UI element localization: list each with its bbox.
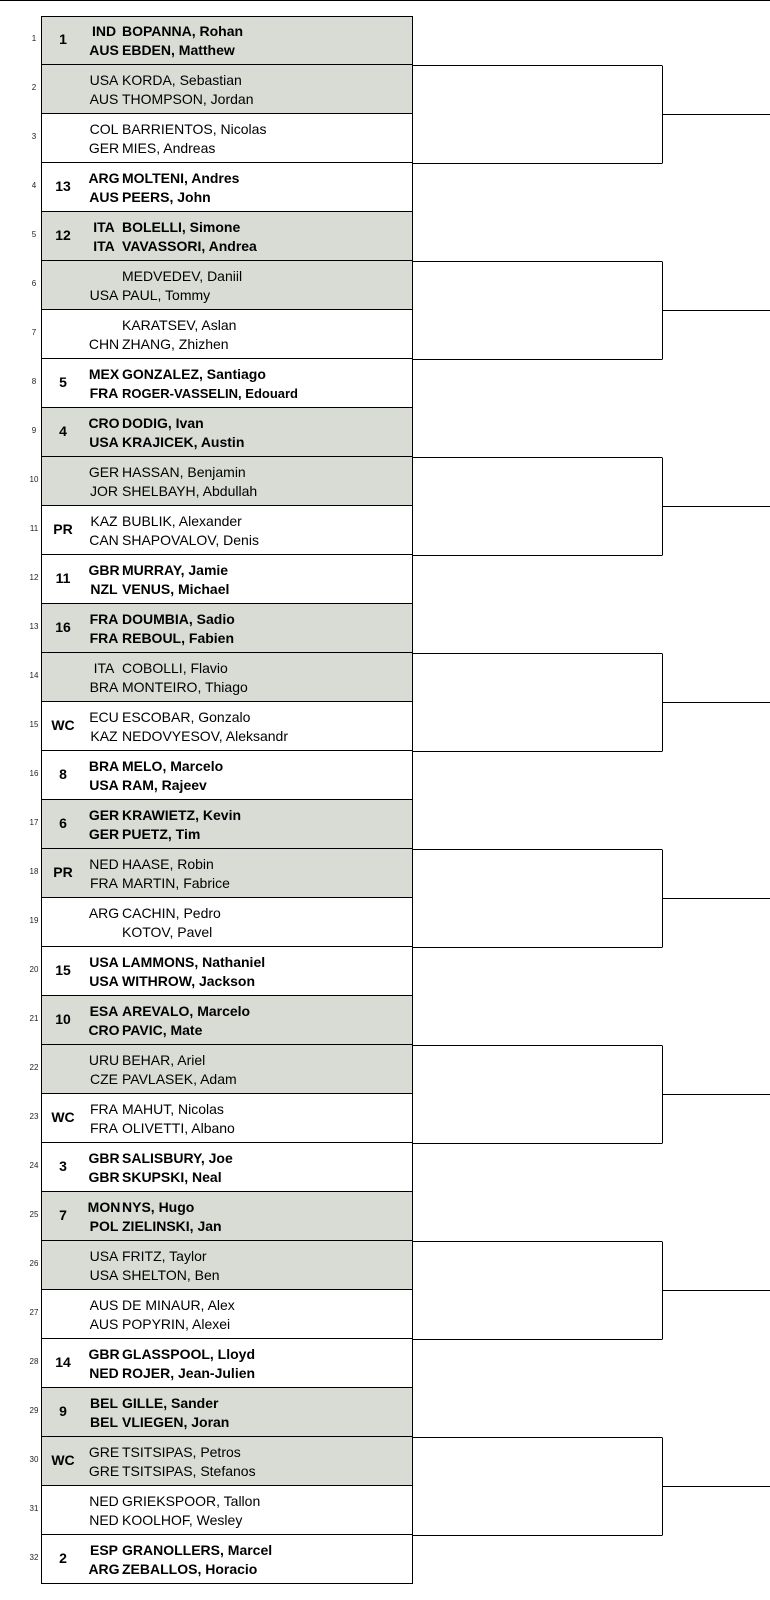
- player-name: KOTOV, Pavel: [122, 924, 213, 940]
- team-player: [86, 1462, 412, 1481]
- player-country: GER: [88, 140, 120, 156]
- player-country: GRE: [88, 1463, 120, 1479]
- draw-position-number: 22: [29, 1063, 39, 1072]
- seed-label: 16: [55, 619, 71, 635]
- player-country: GER: [88, 826, 120, 842]
- player-country: USA: [89, 1248, 119, 1264]
- draw-list: [0, 16, 412, 1584]
- team-player: [86, 71, 412, 90]
- team-player: [86, 561, 412, 580]
- seed-label: 2: [59, 1550, 67, 1566]
- draw-slot: [0, 947, 412, 996]
- team-player: [86, 512, 412, 531]
- draw-top-border: [41, 16, 412, 17]
- player-country: ESP: [89, 1542, 118, 1558]
- draw-position-number: 19: [29, 916, 39, 925]
- draw-position-number: 7: [31, 328, 37, 337]
- team-player: [86, 1002, 412, 1021]
- draw-position-number: 9: [31, 426, 37, 435]
- team-player: [86, 1198, 412, 1217]
- player-country: ARG: [88, 170, 120, 186]
- draw-slot: [0, 898, 412, 947]
- player-country: FRA: [89, 385, 119, 401]
- team-player: [86, 580, 412, 599]
- player-name: KOOLHOF, Wesley: [122, 1512, 243, 1528]
- draw-slot: [0, 163, 412, 212]
- player-country: FRA: [89, 630, 119, 646]
- player-country: USA: [89, 434, 119, 450]
- draw-slot: [0, 1143, 412, 1192]
- player-name: BUBLIK, Alexander: [122, 513, 242, 529]
- team-player: [86, 727, 412, 746]
- player-country: NED: [89, 1365, 119, 1381]
- team-player: [86, 414, 412, 433]
- draw-slot: [0, 604, 412, 653]
- slot-divider: [41, 1583, 412, 1584]
- draw-position-number: 2: [31, 83, 37, 92]
- draw-slot: [0, 457, 412, 506]
- draw-position-number: 24: [29, 1161, 39, 1170]
- player-country: USA: [89, 1267, 119, 1283]
- player-name: SHAPOVALOV, Denis: [122, 532, 259, 548]
- seed-label: 15: [55, 962, 71, 978]
- seed-label: 14: [55, 1354, 71, 1370]
- team-player: [86, 1168, 412, 1187]
- player-name: OLIVETTI, Albano: [122, 1120, 235, 1136]
- draw-position-number: 6: [31, 279, 37, 288]
- player-name: TSITSIPAS, Petros: [122, 1444, 241, 1460]
- player-name: CACHIN, Pedro: [122, 905, 221, 921]
- draw-slot: [0, 849, 412, 898]
- player-name: BEHAR, Ariel: [122, 1052, 206, 1068]
- team-player: [86, 433, 412, 452]
- player-name: MIES, Andreas: [122, 140, 216, 156]
- player-country: CRO: [88, 1022, 120, 1038]
- team-player: [86, 659, 412, 678]
- player-name: NEDOVYESOV, Aleksandr: [122, 728, 289, 744]
- player-name: BOLELLI, Simone: [122, 219, 241, 235]
- player-name: PUETZ, Tim: [122, 826, 201, 842]
- draw-position-number: 15: [29, 720, 39, 729]
- player-name: GILLE, Sander: [122, 1395, 219, 1411]
- draw-slot: [0, 1045, 412, 1094]
- player-country: FRA: [90, 1101, 118, 1117]
- player-country: FRA: [89, 611, 119, 627]
- player-name: MURRAY, Jamie: [122, 562, 229, 578]
- player-country: JOR: [90, 483, 118, 499]
- team-player: [86, 384, 412, 403]
- player-country: GER: [88, 464, 120, 480]
- player-name: ESCOBAR, Gonzalo: [122, 709, 251, 725]
- seed-label: 12: [55, 227, 71, 243]
- player-country: NZL: [90, 581, 118, 597]
- team-player: [86, 139, 412, 158]
- player-country: GBR: [88, 562, 120, 578]
- seed-label: 9: [59, 1403, 67, 1419]
- team-player: [86, 1511, 412, 1530]
- draw-position-number: 14: [29, 671, 39, 680]
- player-country: BRA: [88, 758, 120, 774]
- player-name: ROJER, Jean-Julien: [122, 1365, 256, 1381]
- draw-position-number: 8: [31, 377, 37, 386]
- player-country: IND: [91, 23, 117, 39]
- player-name: ROGER-VASSELIN, Edouard: [122, 386, 298, 401]
- player-name: SHELTON, Ben: [122, 1267, 220, 1283]
- team-player: [86, 610, 412, 629]
- player-country: AUS: [89, 189, 119, 205]
- player-name: DODIG, Ivan: [122, 415, 204, 431]
- player-country: AUS: [89, 42, 119, 58]
- player-country: USA: [89, 777, 119, 793]
- team-player: [86, 1541, 412, 1560]
- draw-slot: [0, 261, 412, 310]
- player-name: POPYRIN, Alexei: [122, 1316, 231, 1332]
- draw-position-number: 3: [31, 132, 37, 141]
- player-name: BARRIENTOS, Nicolas: [122, 121, 267, 137]
- player-name: GRIEKSPOOR, Tallon: [122, 1493, 261, 1509]
- draw-position-number: 18: [29, 867, 39, 876]
- draw-position-number: 27: [29, 1308, 39, 1317]
- team-player: [86, 1492, 412, 1511]
- team-player: [86, 1149, 412, 1168]
- team-player: [86, 629, 412, 648]
- player-country: MEX: [88, 366, 120, 382]
- player-name: ZHANG, Zhizhen: [122, 336, 229, 352]
- player-name: THOMPSON, Jordan: [122, 91, 254, 107]
- player-name: DE MINAUR, Alex: [122, 1297, 235, 1313]
- team-player: [86, 482, 412, 501]
- player-country: ARG: [88, 1561, 120, 1577]
- draw-position-number: 4: [31, 181, 37, 190]
- team-player: [86, 1217, 412, 1236]
- player-name: MONTEIRO, Thiago: [122, 679, 248, 695]
- player-country: POL: [89, 1218, 119, 1234]
- player-name: KRAWIETZ, Kevin: [122, 807, 242, 823]
- player-country: ITA: [93, 238, 115, 254]
- draw-slot: [0, 114, 412, 163]
- player-name: SALISBURY, Joe: [122, 1150, 233, 1166]
- team-player: [86, 1051, 412, 1070]
- seed-label: 10: [55, 1011, 71, 1027]
- player-name: GLASSPOOL, Lloyd: [122, 1346, 256, 1362]
- player-country: USA: [89, 954, 119, 970]
- seed-label: PR: [53, 521, 73, 537]
- draw-position-number: 32: [29, 1553, 39, 1562]
- draw-slot: [0, 653, 412, 702]
- player-name: GONZALEZ, Santiago: [122, 366, 266, 382]
- team-player: [86, 1100, 412, 1119]
- team-player: [86, 90, 412, 109]
- draw-position-number: 29: [29, 1406, 39, 1415]
- player-name: SKUPSKI, Neal: [122, 1169, 222, 1185]
- player-country: BEL: [90, 1395, 118, 1411]
- draw-slot: [0, 359, 412, 408]
- draw-slot: [0, 212, 412, 261]
- player-country: USA: [89, 287, 119, 303]
- team-player: [86, 1394, 412, 1413]
- seed-label: 13: [55, 178, 71, 194]
- draw-slot: [0, 555, 412, 604]
- player-country: ITA: [93, 660, 115, 676]
- player-name: REBOUL, Fabien: [122, 630, 235, 646]
- player-name: GRANOLLERS, Marcel: [122, 1542, 273, 1558]
- team-player: [86, 757, 412, 776]
- seed-label: 7: [59, 1207, 67, 1223]
- team-player: [86, 169, 412, 188]
- draw-slot: [0, 1437, 412, 1486]
- team-player: [86, 41, 412, 60]
- team-player: [86, 531, 412, 550]
- player-country: MON: [87, 1199, 121, 1215]
- player-country: CZE: [90, 1071, 118, 1087]
- player-name: PEERS, John: [122, 189, 211, 205]
- draw-slot: [0, 751, 412, 800]
- player-country: FRA: [90, 875, 118, 891]
- seed-label: 6: [59, 815, 67, 831]
- player-country: GBR: [88, 1150, 120, 1166]
- player-name: FRITZ, Taylor: [122, 1248, 207, 1264]
- draw-slot: [0, 1192, 412, 1241]
- draw-slot: [0, 800, 412, 849]
- player-country: AUS: [89, 1316, 119, 1332]
- draw-position-number: 12: [29, 573, 39, 582]
- draw-slot: [0, 65, 412, 114]
- draw-slot: [0, 1339, 412, 1388]
- player-country: COL: [89, 121, 119, 137]
- player-country: USA: [89, 973, 119, 989]
- player-country: FRA: [90, 1120, 118, 1136]
- seed-label: 8: [59, 766, 67, 782]
- player-name: MOLTENI, Andres: [122, 170, 240, 186]
- player-country: GBR: [88, 1169, 120, 1185]
- draw-slot: [0, 1535, 412, 1584]
- player-name: COBOLLI, Flavio: [122, 660, 228, 676]
- draw-position-number: 30: [29, 1455, 39, 1464]
- draw-slot: [0, 996, 412, 1045]
- team-player: [86, 22, 412, 41]
- team-player: [86, 904, 412, 923]
- player-name: ZIELINSKI, Jan: [122, 1218, 222, 1234]
- draw-position-number: 25: [29, 1210, 39, 1219]
- draw-slot: [0, 1290, 412, 1339]
- team-player: [86, 218, 412, 237]
- draw-slot: [0, 310, 412, 359]
- draw-position-number: 13: [29, 622, 39, 631]
- player-country: GRE: [88, 1444, 120, 1460]
- seed-label: WC: [51, 717, 75, 733]
- seed-label: 5: [59, 374, 67, 390]
- draw-slot: [0, 1388, 412, 1437]
- team-player: [86, 237, 412, 256]
- seed-label: WC: [51, 1452, 75, 1468]
- player-name: AREVALO, Marcelo: [122, 1003, 251, 1019]
- player-name: KORDA, Sebastian: [122, 72, 242, 88]
- player-country: AUS: [89, 1297, 119, 1313]
- player-name: KRAJICEK, Austin: [122, 434, 245, 450]
- team-player: [86, 188, 412, 207]
- team-player: [86, 923, 412, 942]
- draw-slot: [0, 1094, 412, 1143]
- draw-slot: [0, 1241, 412, 1290]
- draw-position-number: 5: [31, 230, 37, 239]
- player-name: KARATSEV, Aslan: [122, 317, 237, 333]
- player-country: KAZ: [90, 513, 118, 529]
- player-name: MEDVEDEV, Daniil: [122, 268, 243, 284]
- draw-position-number: 20: [29, 965, 39, 974]
- seed-label: 3: [59, 1158, 67, 1174]
- seed-label: 4: [59, 423, 67, 439]
- team-player: [86, 1364, 412, 1383]
- player-country: NED: [89, 856, 119, 872]
- player-name: HASSAN, Benjamin: [122, 464, 246, 480]
- team-player: [86, 855, 412, 874]
- draw-position-number: 28: [29, 1357, 39, 1366]
- team-player: [86, 953, 412, 972]
- draw-slot: [0, 1486, 412, 1535]
- player-country: USA: [89, 72, 119, 88]
- seed-label: 11: [55, 570, 71, 586]
- team-player: [86, 874, 412, 893]
- team-player: [86, 1315, 412, 1334]
- player-country: CAN: [89, 532, 119, 548]
- player-country: NED: [89, 1512, 119, 1528]
- player-name: MARTIN, Fabrice: [122, 875, 230, 891]
- draw-position-number: 23: [29, 1112, 39, 1121]
- draw-position-number: 16: [29, 769, 39, 778]
- player-country: NED: [89, 1493, 119, 1509]
- team-player: [86, 1247, 412, 1266]
- team-player: [86, 678, 412, 697]
- player-country: AUS: [89, 91, 119, 107]
- team-player: [86, 1119, 412, 1138]
- team-player: [86, 1413, 412, 1432]
- player-country: ARG: [88, 905, 120, 921]
- team-player: [86, 1443, 412, 1462]
- team-player: [86, 267, 412, 286]
- team-player: [86, 825, 412, 844]
- draw-position-number: 26: [29, 1259, 39, 1268]
- draw-position-number: 11: [29, 524, 39, 533]
- player-name: VLIEGEN, Joran: [122, 1414, 230, 1430]
- draw-position-number: 17: [29, 818, 39, 827]
- draw-slot: [0, 16, 412, 65]
- team-player: [86, 335, 412, 354]
- draw-slot: [0, 408, 412, 457]
- team-player: [86, 286, 412, 305]
- team-player: [86, 1560, 412, 1579]
- draw-slot: [0, 506, 412, 555]
- team-player: [86, 1345, 412, 1364]
- player-name: PAUL, Tommy: [122, 287, 211, 303]
- player-country: CHN: [88, 336, 120, 352]
- player-name: HAASE, Robin: [122, 856, 214, 872]
- player-name: PAVIC, Mate: [122, 1022, 203, 1038]
- team-player: [86, 1296, 412, 1315]
- seed-label: PR: [53, 864, 73, 880]
- team-player: [86, 1070, 412, 1089]
- player-name: VENUS, Michael: [122, 581, 230, 597]
- player-name: LAMMONS, Nathaniel: [122, 954, 266, 970]
- player-name: RAM, Rajeev: [122, 777, 207, 793]
- team-player: [86, 365, 412, 384]
- player-name: PAVLASEK, Adam: [122, 1071, 237, 1087]
- team-player: [86, 1266, 412, 1285]
- draw-position-number: 10: [29, 475, 39, 484]
- player-country: KAZ: [90, 728, 118, 744]
- seed-label: WC: [51, 1109, 75, 1125]
- player-country: BRA: [89, 679, 119, 695]
- team-player: [86, 1021, 412, 1040]
- player-country: BEL: [90, 1414, 118, 1430]
- draw-slot: [0, 702, 412, 751]
- player-country: ECU: [89, 709, 119, 725]
- seed-label: 1: [59, 31, 67, 47]
- player-name: MAHUT, Nicolas: [122, 1101, 224, 1117]
- player-name: SHELBAYH, Abdullah: [122, 483, 258, 499]
- team-player: [86, 972, 412, 991]
- player-country: ITA: [93, 219, 115, 235]
- player-name: EBDEN, Matthew: [122, 42, 235, 58]
- team-player: [86, 776, 412, 795]
- team-player: [86, 316, 412, 335]
- player-name: TSITSIPAS, Stefanos: [122, 1463, 256, 1479]
- team-player: [86, 708, 412, 727]
- player-name: WITHROW, Jackson: [122, 973, 256, 989]
- player-country: GBR: [88, 1346, 120, 1362]
- top-rule: [0, 0, 770, 1]
- draw-position-number: 1: [31, 34, 37, 43]
- player-name: DOUMBIA, Sadio: [122, 611, 235, 627]
- player-name: NYS, Hugo: [122, 1199, 195, 1215]
- player-name: VAVASSORI, Andrea: [122, 238, 257, 254]
- player-name: BOPANNA, Rohan: [122, 23, 244, 39]
- player-name: ZEBALLOS, Horacio: [122, 1561, 258, 1577]
- draw-position-number: 31: [29, 1504, 39, 1513]
- player-country: URU: [88, 1052, 120, 1068]
- team-player: [86, 806, 412, 825]
- player-country: GER: [88, 807, 120, 823]
- player-country: CRO: [88, 415, 120, 431]
- player-name: MELO, Marcelo: [122, 758, 224, 774]
- team-player: [86, 463, 412, 482]
- draw-position-number: 21: [29, 1014, 39, 1023]
- team-player: [86, 120, 412, 139]
- player-country: ESA: [89, 1003, 119, 1019]
